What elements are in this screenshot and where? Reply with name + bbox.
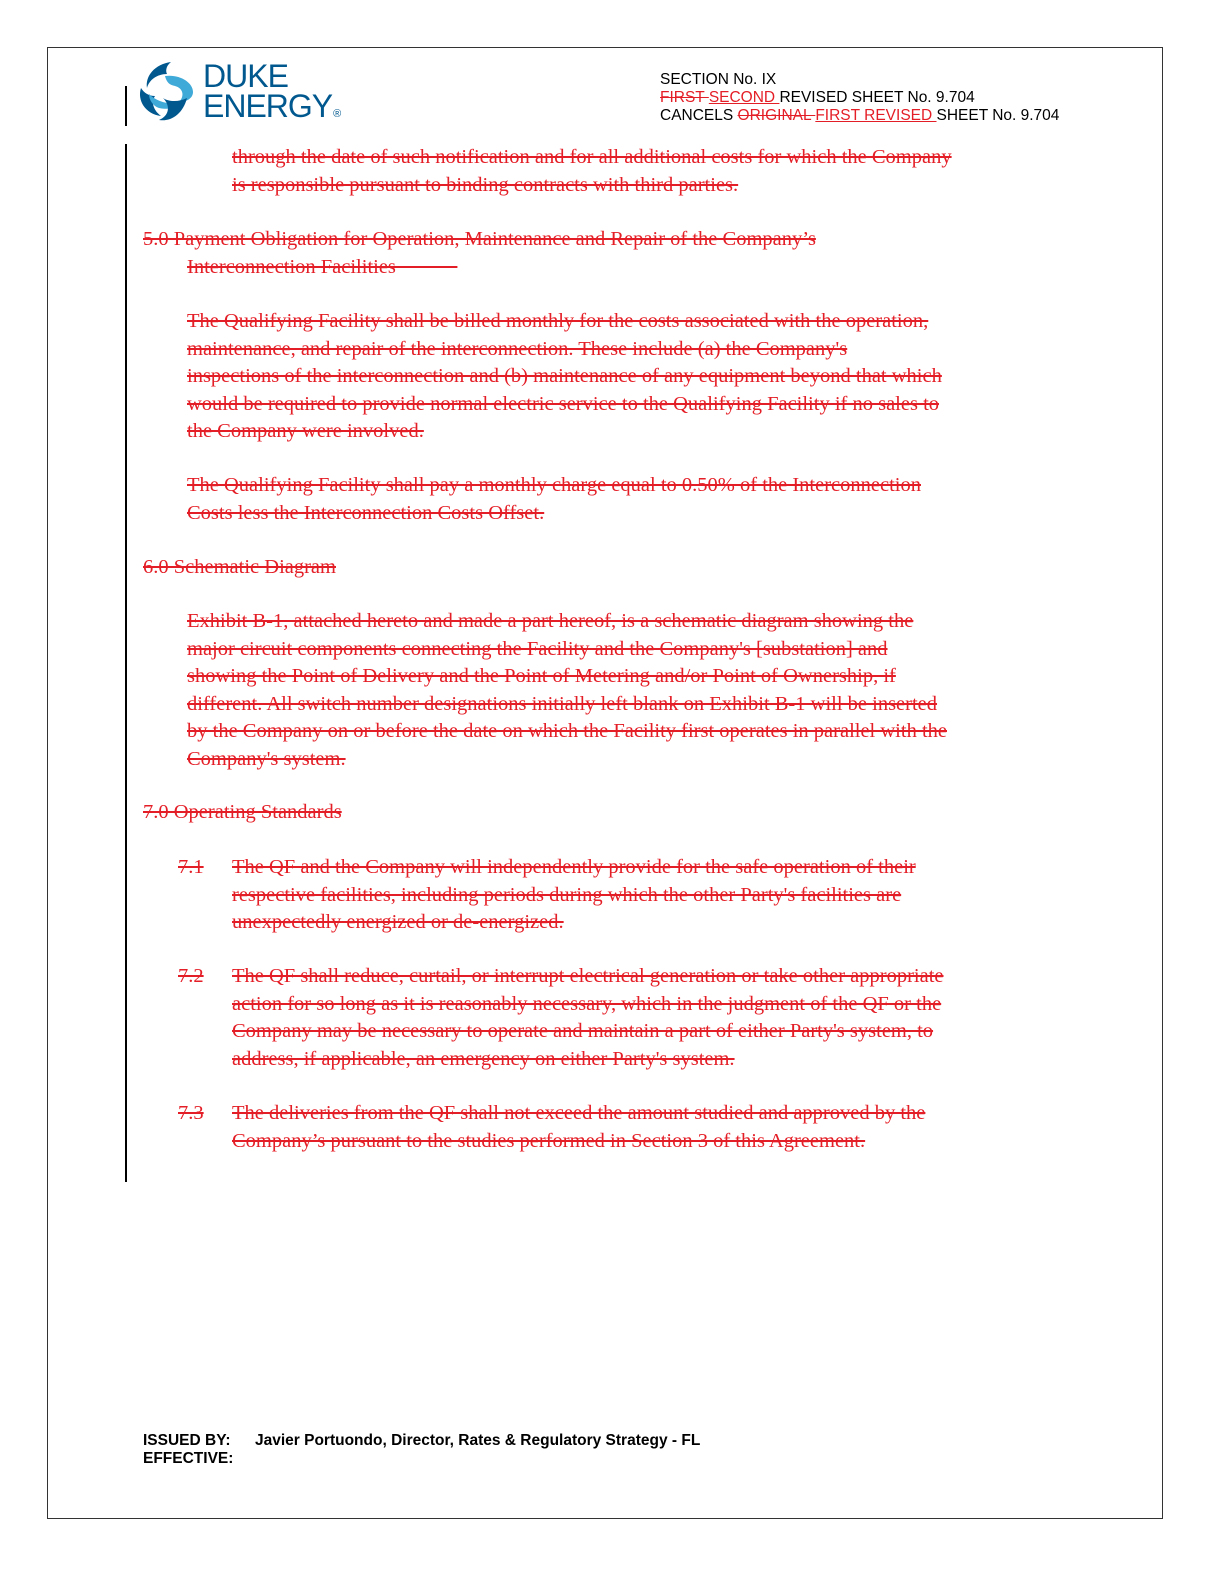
issued-by-label: ISSUED BY: [143,1432,231,1449]
duke-energy-logo [135,56,345,128]
issued-by-value: Javier Portuondo, Director, Rates & Regulatory Strategy - FL [255,1432,701,1449]
sheet-header [660,71,1059,125]
inserted-text: SECOND [708,89,780,106]
section-6-heading: 6.0 Schematic Diagram [143,556,336,578]
sheet-footer [143,1432,700,1468]
section-number: SECTION No. IX [660,71,777,88]
section-5-paragraph-1: The Qualifying Facility shall be billed monthly for the costs associated with the operation, maintenance, and repair of the interconnection. These include (a) the Company's inspections of the interconnection and (b) maintenance of any equipment beyond that which would be required to provide normal electric service to the Qualifying Facility if no sales to the Company were involved. [187,310,942,442]
sheet-revision-line: FIRST SECOND REVISED SHEET No. 9.704 [660,89,975,106]
section-6-paragraph: Exhibit B-1, attached hereto and made a part hereof, is a schematic diagram showing the major circuit components connecting the Facility and the Company's [substation] and showing the Point of Delivery and the Point of Metering and/or Point of Ownership, if different. All switch number designations initially left blank on Exhibit B-1 will be inserted by the Company on or before the date on which the Facility first operates in parallel with the Company's system. [187,610,947,770]
cancels-line: CANCELS ORIGINAL FIRST REVISED SHEET No. 9.704 [660,107,1060,124]
section-5-paragraph-2: The Qualifying Facility shall pay a monthly charge equal to 0.50% of the Interconnection Costs less the Interconnection Costs Offset. [187,474,921,524]
revision-bar [125,144,127,1182]
item-7-3-text: The deliveries from the QF shall not exceed the amount studied and approved by the Company’s pursuant to the studies performed in Section 3 of this Agreement. [232,1102,926,1152]
item-number: 7.2 [178,965,204,987]
effective-line [143,1450,700,1468]
issued-by-line [143,1432,700,1450]
section-5-heading: 5.0 Payment Obligation for Operation, Maintenance and Repair of the Company’s Interconnection Facilities [143,228,816,278]
item-number: 7.3 [178,1102,204,1124]
duke-energy-swoosh-icon [135,58,199,124]
logo-word-duke: DUKE [203,58,288,94]
item-number: 7.1 [178,856,204,878]
item-7-2-text: The QF shall reduce, curtail, or interrupt electrical generation or take other appropriate action for so long as it is reasonably necessary, which in the judgment of the QF or the Company may be necessary to operate and maintain a part of either Party's system, to address, if applicable, an emergency on either Party's system. [232,965,944,1070]
revision-bar-top [125,86,127,126]
deleted-text: FIRST [660,89,709,106]
inserted-text: FIRST REVISED [815,107,937,124]
deleted-text: ORIGINAL [737,107,816,124]
intro-paragraph: through the date of such notification and for all additional costs for which the Company is responsible pursuant to binding contracts with third parties. [232,146,952,196]
item-7-1-text: The QF and the Company will independently provide for the safe operation of their respective facilities, including periods during which the other Party's facilities are unexpectedly energized or de-energized. [232,856,916,933]
effective-label: EFFECTIVE: [143,1450,234,1467]
section-7-heading: 7.0 Operating Standards [143,801,342,823]
registered-mark: ® [333,108,342,120]
logo-word-energy: ENERGY® [203,88,342,124]
